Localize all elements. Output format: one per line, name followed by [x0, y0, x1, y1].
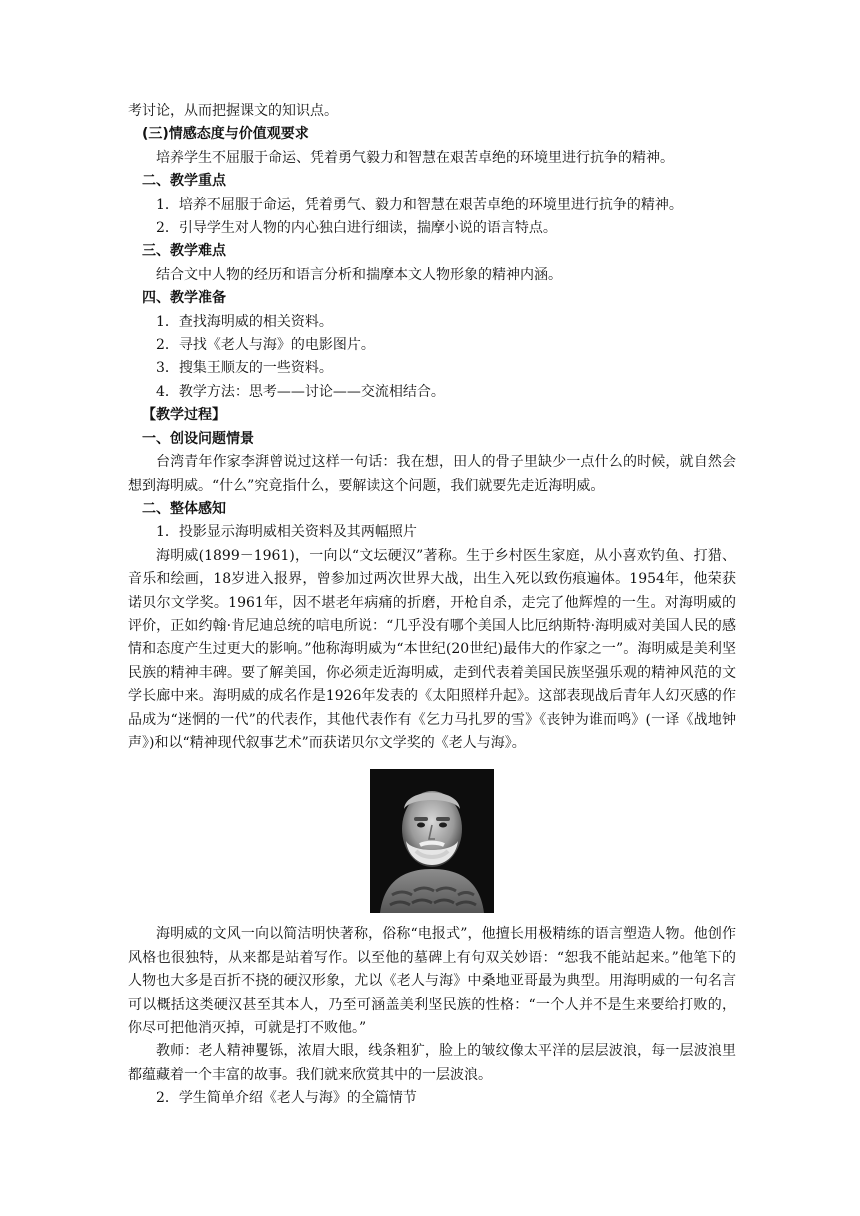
section-heading: 二、整体感知	[142, 500, 226, 517]
body-paragraph: 培养学生不屈服于命运、凭着勇气毅力和智慧在艰苦卓绝的环境里进行抗争的精神。	[156, 149, 674, 166]
section-heading: 三、教学难点	[142, 243, 226, 260]
section-heading: 二、教学重点	[142, 173, 226, 190]
body-paragraph: 台湾青年作家李湃曾说过这样一句话：我在想，田人的骨子里缺少一点什么的时候，就自然会想到海明威。“什么”究竟指什么，要解读这个问题，我们就要先走近海明威。	[128, 454, 736, 494]
body-paragraph: 1．培养不屈服于命运，凭着勇气、毅力和智慧在艰苦卓绝的环境里进行抗争的精神。	[156, 196, 683, 213]
section-heading: 一、创设问题情景	[142, 430, 254, 447]
body-paragraph: 2．学生简单介绍《老人与海》的全篇情节	[156, 1090, 417, 1107]
body-paragraph: 3．搜集王顺友的一些资料。	[156, 360, 333, 377]
body-paragraph: 结合文中人物的经历和语言分析和揣摩本文人物形象的精神内涵。	[156, 266, 562, 283]
document-page	[128, 100, 736, 1111]
section-heading: 【教学过程】	[142, 407, 226, 424]
body-paragraph: 4．教学方法：思考——讨论——交流相结合。	[156, 383, 445, 400]
body-paragraph: 教师：老人精神矍铄，浓眉大眼，线条粗犷，脸上的皱纹像太平洋的层层波浪，每一层波浪里都蕴藏着一个丰富的故事。我们就来欣赏其中的一层波浪。	[128, 1043, 736, 1083]
section-heading: (三)情感态度与价值观要求	[142, 126, 309, 143]
section-heading: 四、教学准备	[142, 290, 226, 307]
photo-container	[128, 769, 736, 913]
body-paragraph: 考讨论，从而把握课文的知识点。	[128, 103, 338, 119]
body-paragraph: 2．寻找《老人与海》的电影图片。	[156, 337, 375, 354]
portrait-image	[370, 769, 494, 913]
body-paragraph: 1．查找海明威的相关资料。	[156, 313, 333, 330]
body-paragraph: 海明威的文风一向以简洁明快著称，俗称“电报式”，他擅长用极精练的语言塑造人物。他创作风格也很独特，从来都是站着写作。以至他的墓碑上有句双关妙语：“恕我不能站起来。”他笔下的人物也大多是百折不挠的硬汉形象，尤以《老人与海》中桑地亚哥最为典型。用海明威的一句名言可以概括这类硬汉甚至其本人，乃至可涵盖美利坚民族的性格：“一个人并不是生来要给打败的，你尽可把他消灭掉，可就是打不败他。”	[128, 926, 736, 1036]
hemingway-portrait-photo	[370, 769, 494, 913]
body-paragraph: 1．投影显示海明威相关资料及其两幅照片	[156, 524, 417, 541]
body-paragraph: 2．引导学生对人物的内心独白进行细读，揣摩小说的语言特点。	[156, 220, 557, 237]
body-paragraph: 海明威(1899－1961)，一向以“文坛硬汉”著称。生于乡村医生家庭，从小喜欢钓鱼、打猎、音乐和绘画，18岁进入报界，曾参加过两次世界大战，出生入死以致伤痕遍体。1954年，他荣获诺贝尔文学奖。1961年，因不堪老年病痛的折磨，开枪自杀，走完了他辉煌的一生。对海明威的评价，正如约翰·肯尼迪总统的唁电所说：“几乎没有哪个美国人比厄纳斯特·海明威对美国人民的感情和态度产生过更大的影响。”他称海明威为“本世纪(20世纪)最伟大的作家之一”。海明威是美利坚民族的精神丰碑。要了解美国，你必须走近海明威，走到代表着美国民族坚强乐观的精神风范的文学长廊中来。海明威的成名作是1926年发表的《太阳照样升起》。这部表现战后青年人幻灭感的作品成为“迷惘的一代”的代表作，其他代表作有《乞力马扎罗的雪》《丧钟为谁而鸣》(一译《战地钟声》)和以“精神现代叙事艺术”而获诺贝尔文学奖的《老人与海》。	[128, 547, 736, 751]
